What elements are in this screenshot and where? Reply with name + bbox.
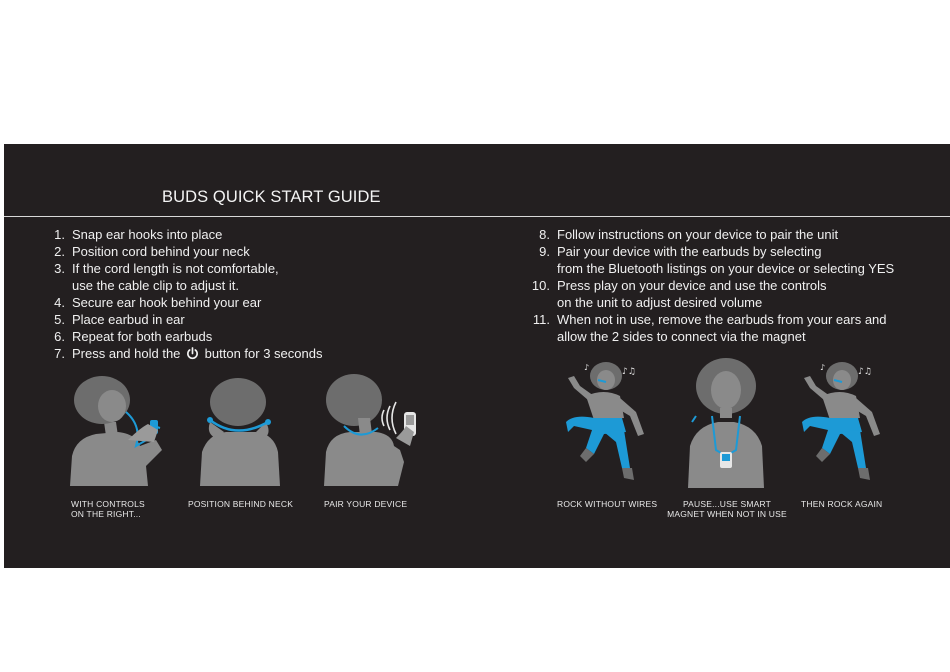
svg-text:♪♫: ♪♫: [858, 367, 872, 377]
caption-rock-again: THEN ROCK AGAIN: [801, 499, 883, 509]
illustration-rock-without-wires: [564, 358, 654, 492]
step-item: 8. Follow instructions on your device to pair the unit: [539, 227, 839, 242]
step-item: 7. Press and hold the button for 3 seconds: [54, 346, 323, 361]
power-icon: [186, 347, 199, 360]
step-item: 1. Snap ear hooks into place: [54, 227, 223, 242]
step-item: 9. Pair your device with the earbuds by selecting from the Bluetooth listings on your device or selecting YES: [539, 244, 895, 276]
caption-rock-without-wires: ROCK WITHOUT WIRES: [557, 499, 658, 509]
step-item: 6. Repeat for both earbuds: [54, 329, 213, 344]
quick-start-panel: [4, 144, 950, 568]
step-item: 10. Press play on your device and use the controls on the unit to adjust desired volume: [531, 278, 827, 310]
caption-pair-device: PAIR YOUR DEVICE: [324, 499, 408, 509]
illustration-behind-neck: [196, 376, 286, 486]
steps-list-left: [52, 226, 482, 362]
step-item: 11. When not in use, remove the earbuds from your ears and allow the 2 sides to connect via the magnet: [532, 312, 887, 344]
illustration-smart-magnet: [682, 356, 772, 488]
illustration-controls-right: [66, 376, 172, 486]
illustration-rock-again: [800, 358, 890, 492]
svg-text:♪: ♪: [820, 363, 826, 372]
illustration-pair-device: [320, 372, 424, 486]
step-item: 2. Position cord behind your neck: [54, 244, 250, 259]
svg-text:♪♫: ♪♫: [622, 367, 636, 377]
step-item: 3. If the cord length is not comfortable, use the cable clip to adjust it.: [54, 261, 279, 293]
svg-text:♪: ♪: [584, 363, 590, 372]
caption-behind-neck: POSITION BEHIND NECK: [188, 499, 294, 509]
caption-controls-right: WITH CONTROLS ON THE RIGHT...: [71, 499, 145, 519]
title-divider: [4, 216, 950, 217]
caption-smart-magnet: PAUSE...USE SMART MAGNET WHEN NOT IN USE: [667, 499, 787, 519]
step-item: 4. Secure ear hook behind your ear: [54, 295, 262, 310]
step-item: 5. Place earbud in ear: [54, 312, 185, 327]
guide-title: BUDS QUICK START GUIDE: [162, 188, 381, 206]
steps-list-right: [530, 226, 950, 345]
